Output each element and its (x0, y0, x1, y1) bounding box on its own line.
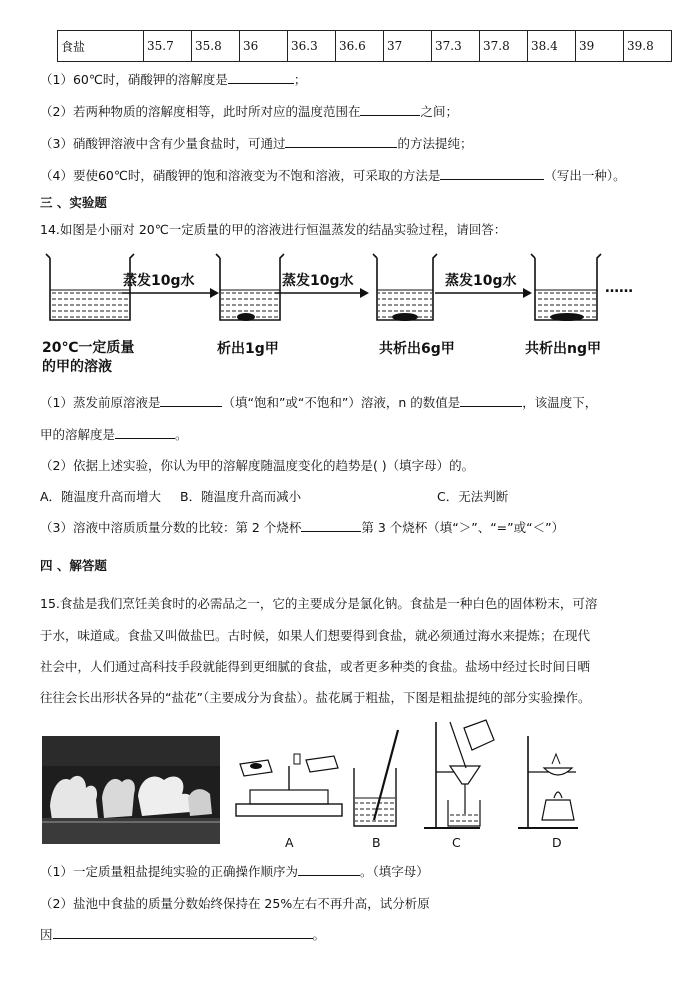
q15-part2: （2）盐池中食盐的质量分数始终保持在 25%左右不再升高，试分析原 (40, 896, 430, 911)
answer-blank[interactable] (285, 134, 397, 148)
option-b[interactable]: B．随温度升高而减小 (180, 489, 302, 504)
precipitate-icon (237, 313, 255, 321)
evaporating-dish-icon (518, 736, 578, 828)
q15-part1: （1）一定质量粗盐提纯实验的正确操作顺序为 。（填字母） (40, 864, 429, 879)
filtration-icon (424, 720, 494, 828)
beaker-3 (373, 254, 437, 321)
answer-blank[interactable] (440, 166, 544, 180)
beaker-2 (216, 254, 284, 321)
answer-blank[interactable] (228, 70, 294, 84)
table-cell: 38.4 (528, 31, 576, 62)
beaker-1 (46, 254, 134, 320)
purification-steps-diagram (228, 716, 588, 836)
q14-stem: 14.如图是小丽对 20℃一定质量的甲的溶液进行恒温蒸发的结晶实验过程，请回答： (40, 222, 507, 237)
q15-passage-line: 15.食盐是我们烹饪美食时的必需品之一，它的主要成分是氯化钠。食盐是一种白色的固体粉末，可溶 (40, 596, 598, 611)
section-heading-experiment: 三 、实验题 (40, 195, 107, 210)
arrow-label: 蒸发10g水 (282, 273, 354, 289)
table-cell: 39.8 (624, 31, 672, 62)
continuation-dots: …… (605, 280, 633, 296)
beaker-2-caption: 析出1g甲 (217, 341, 279, 357)
step-label-b: B (372, 835, 381, 850)
q14-part1: （1）蒸发前原溶液是 （填“饱和”或“不饱和”）溶液，n 的数值是 ，该温度下， (40, 395, 598, 410)
table-cell: 36.3 (288, 31, 336, 62)
q13-part4: （4）要使60℃时，硝酸钾的饱和溶液变为不饱和溶液，可采取的方法是 （写出一种）。 (40, 168, 626, 183)
q15-passage-line: 社会中，人们通过高科技手段就能得到更细腻的食盐，或者更多种类的食盐。盐场中经过长时间日晒 (40, 659, 591, 674)
step-label-c: C (452, 835, 461, 850)
q13-part1: （1）60℃时，硝酸钾的溶解度是 ； (40, 72, 307, 87)
table-cell: 37.3 (432, 31, 480, 62)
beaker-4 (531, 254, 601, 321)
table-cell: 35.7 (144, 31, 192, 62)
arrow-label: 蒸发10g水 (445, 273, 517, 289)
option-c[interactable]: C．无法判断 (437, 489, 509, 504)
arrow-label: 蒸发10g水 (123, 273, 195, 289)
answer-blank[interactable] (298, 862, 360, 876)
answer-blank[interactable] (360, 102, 420, 116)
answer-blank[interactable] (460, 393, 522, 407)
q15-passage-line: 于水，味道咸。食盐又叫做盐巴。古时候，如果人们想要得到食盐，就必须通过海水来提炼；在现代 (40, 628, 591, 643)
salt-flower-photo (42, 736, 220, 844)
table-cell: 37.8 (480, 31, 528, 62)
q14-part1-cont: 甲的溶解度是 。 (40, 427, 188, 442)
q14-part3: （3）溶液中溶质质量分数的比较：第 2 个烧杯 第 3 个烧杯（填“＞”、“=”或“＜”） (40, 520, 565, 535)
table-cell: 39 (576, 31, 624, 62)
beaker-3-caption: 共析出6g甲 (379, 341, 455, 357)
answer-blank[interactable] (53, 925, 313, 939)
beaker-4-caption: 共析出ng甲 (525, 341, 601, 357)
balance-icon (236, 754, 342, 816)
table-row-label: 食盐 (58, 31, 144, 62)
beaker-stirring-icon (354, 730, 398, 826)
solubility-table (57, 30, 672, 62)
answer-blank[interactable] (115, 425, 175, 439)
q13-part3: （3）硝酸钾溶液中含有少量食盐时，可通过 的方法提纯； (40, 136, 473, 151)
table-row (58, 31, 672, 62)
table-cell: 36 (240, 31, 288, 62)
q15-part2-cont: 因 。 (40, 927, 326, 942)
answer-blank[interactable] (160, 393, 222, 407)
step-label-d: D (552, 835, 562, 850)
q15-passage-line: 往往会长出形状各异的“盐花”（主要成分为食盐）。盐花属于粗盐，下图是粗盐提纯的部分实验操作。 (40, 690, 591, 705)
table-cell: 35.8 (192, 31, 240, 62)
section-heading-answer: 四 、解答题 (40, 558, 107, 573)
table-cell: 36.6 (336, 31, 384, 62)
step-label-a: A (285, 835, 294, 850)
q13-part2: （2）若两种物质的溶解度相等，此时所对应的温度范围在 之间； (40, 104, 458, 119)
q14-part2: （2）依据上述实验，你认为甲的溶解度随温度变化的趋势是( )（填字母）的。 (40, 458, 475, 473)
table-cell: 37 (384, 31, 432, 62)
option-a[interactable]: A．随温度升高而增大 (40, 489, 162, 504)
beaker-1-caption: 20℃一定质量 (42, 340, 135, 356)
beaker-1-caption: 的甲的溶液 (42, 359, 112, 375)
precipitate-icon (550, 313, 584, 321)
answer-blank[interactable] (301, 518, 361, 532)
precipitate-icon (392, 313, 418, 321)
